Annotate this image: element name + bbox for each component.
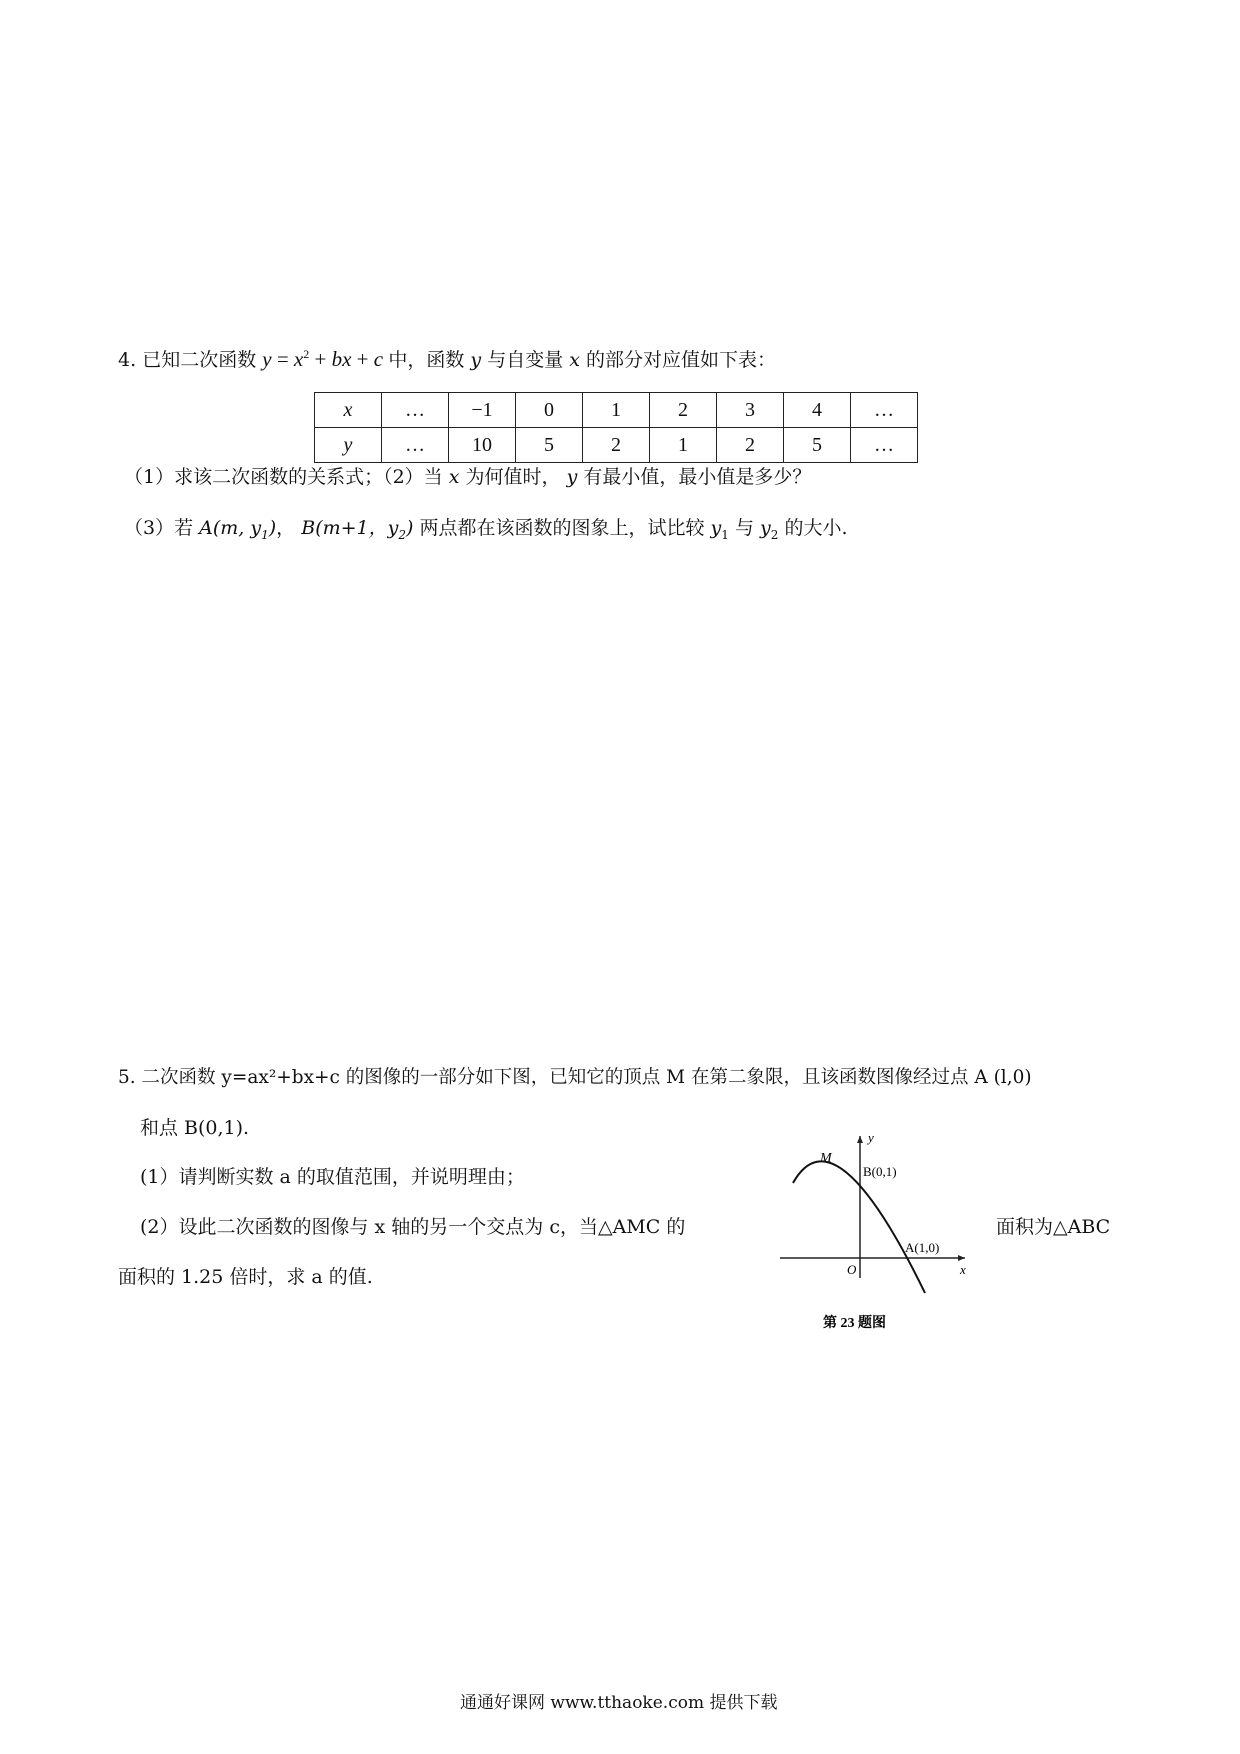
- q4-var-x: x: [569, 349, 580, 371]
- label-x: x: [960, 1262, 966, 1277]
- parabola-graph: [775, 1128, 975, 1338]
- q4-value-table: [314, 392, 918, 463]
- table-row-x: [315, 393, 918, 428]
- parabola-figure: [775, 1128, 975, 1338]
- table-cell: 3: [717, 393, 784, 428]
- table-cell: 1: [583, 393, 650, 428]
- row-label-y: y: [315, 428, 382, 463]
- q4-number: 4.: [118, 349, 137, 371]
- table-cell: 5: [516, 428, 583, 463]
- label-m: M: [820, 1151, 832, 1166]
- q4-intro-a: 已知二次函数: [142, 349, 257, 371]
- table-cell: 2: [583, 428, 650, 463]
- parabola-curve: [793, 1161, 925, 1293]
- q5-line-3: (1）请判断实数 a 的取值范围，并说明理由；: [140, 1166, 525, 1188]
- q5-line-1: 5. 二次函数 y=ax²+bx+c 的图像的一部分如下图，已知它的顶点 M 在第二象限，且该函数图像经过点 A (l,0): [118, 1067, 1032, 1088]
- q4-equation: $y = x^2$ + bx + c: [262, 347, 384, 371]
- q4-intro-b: 中，函数: [388, 349, 465, 371]
- table-cell: 4: [784, 393, 851, 428]
- table-cell: 5: [784, 428, 851, 463]
- label-b: B(0,1): [863, 1164, 897, 1179]
- figure-caption: 第 23 题图: [823, 1316, 886, 1331]
- table-row-y: [315, 428, 918, 463]
- table-cell: 1: [650, 428, 717, 463]
- table-cell: −1: [449, 393, 516, 428]
- table-cell: …: [382, 393, 449, 428]
- point-b: B(m+1，$y_2$): [301, 517, 414, 542]
- q4-intro-c: 与自变量: [487, 349, 564, 371]
- table-cell: 2: [650, 393, 717, 428]
- q5-line-5: 面积的 1.25 倍时，求 a 的值.: [118, 1266, 373, 1288]
- label-y: y: [868, 1130, 874, 1145]
- table-cell: …: [851, 393, 918, 428]
- table-cell: …: [382, 428, 449, 463]
- q4-stem: [118, 347, 776, 372]
- q4-part-3: （3）若 A(m, $y_1$)， B(m+1，$y_2$) 两点都在该函数的图象上，试比较 $y_1$ 与 $y_2$ 的大小.: [124, 517, 848, 542]
- table-cell: …: [851, 428, 918, 463]
- label-a: A(1,0): [905, 1240, 940, 1255]
- q4-intro-d: 的部分对应值如下表：: [586, 349, 777, 371]
- q5-line-2: 和点 B(0,1).: [140, 1117, 250, 1139]
- x-axis-arrow: [958, 1255, 965, 1261]
- row-label-x: x: [315, 393, 382, 428]
- point-a: A(m, $y_1$): [199, 517, 277, 542]
- label-o: O: [847, 1262, 857, 1277]
- table-cell: 2: [717, 428, 784, 463]
- page-footer: 通通好课网 www.tthaoke.com 提供下载: [460, 1693, 778, 1713]
- q5-line-4a: (2）设此二次函数的图像与 x 轴的另一个交点为 c，当△AMC 的: [140, 1216, 686, 1238]
- table-cell: 10: [449, 428, 516, 463]
- q5-line-4b: 面积为△ABC: [996, 1216, 1111, 1238]
- y-axis-arrow: [857, 1136, 863, 1143]
- table-cell: 0: [516, 393, 583, 428]
- q4-var-y: y: [470, 349, 482, 371]
- q4-part-1-2: （1）求该二次函数的关系式；（2）当 x 为何值时， y 有最小值，最小值是多少？: [124, 466, 812, 488]
